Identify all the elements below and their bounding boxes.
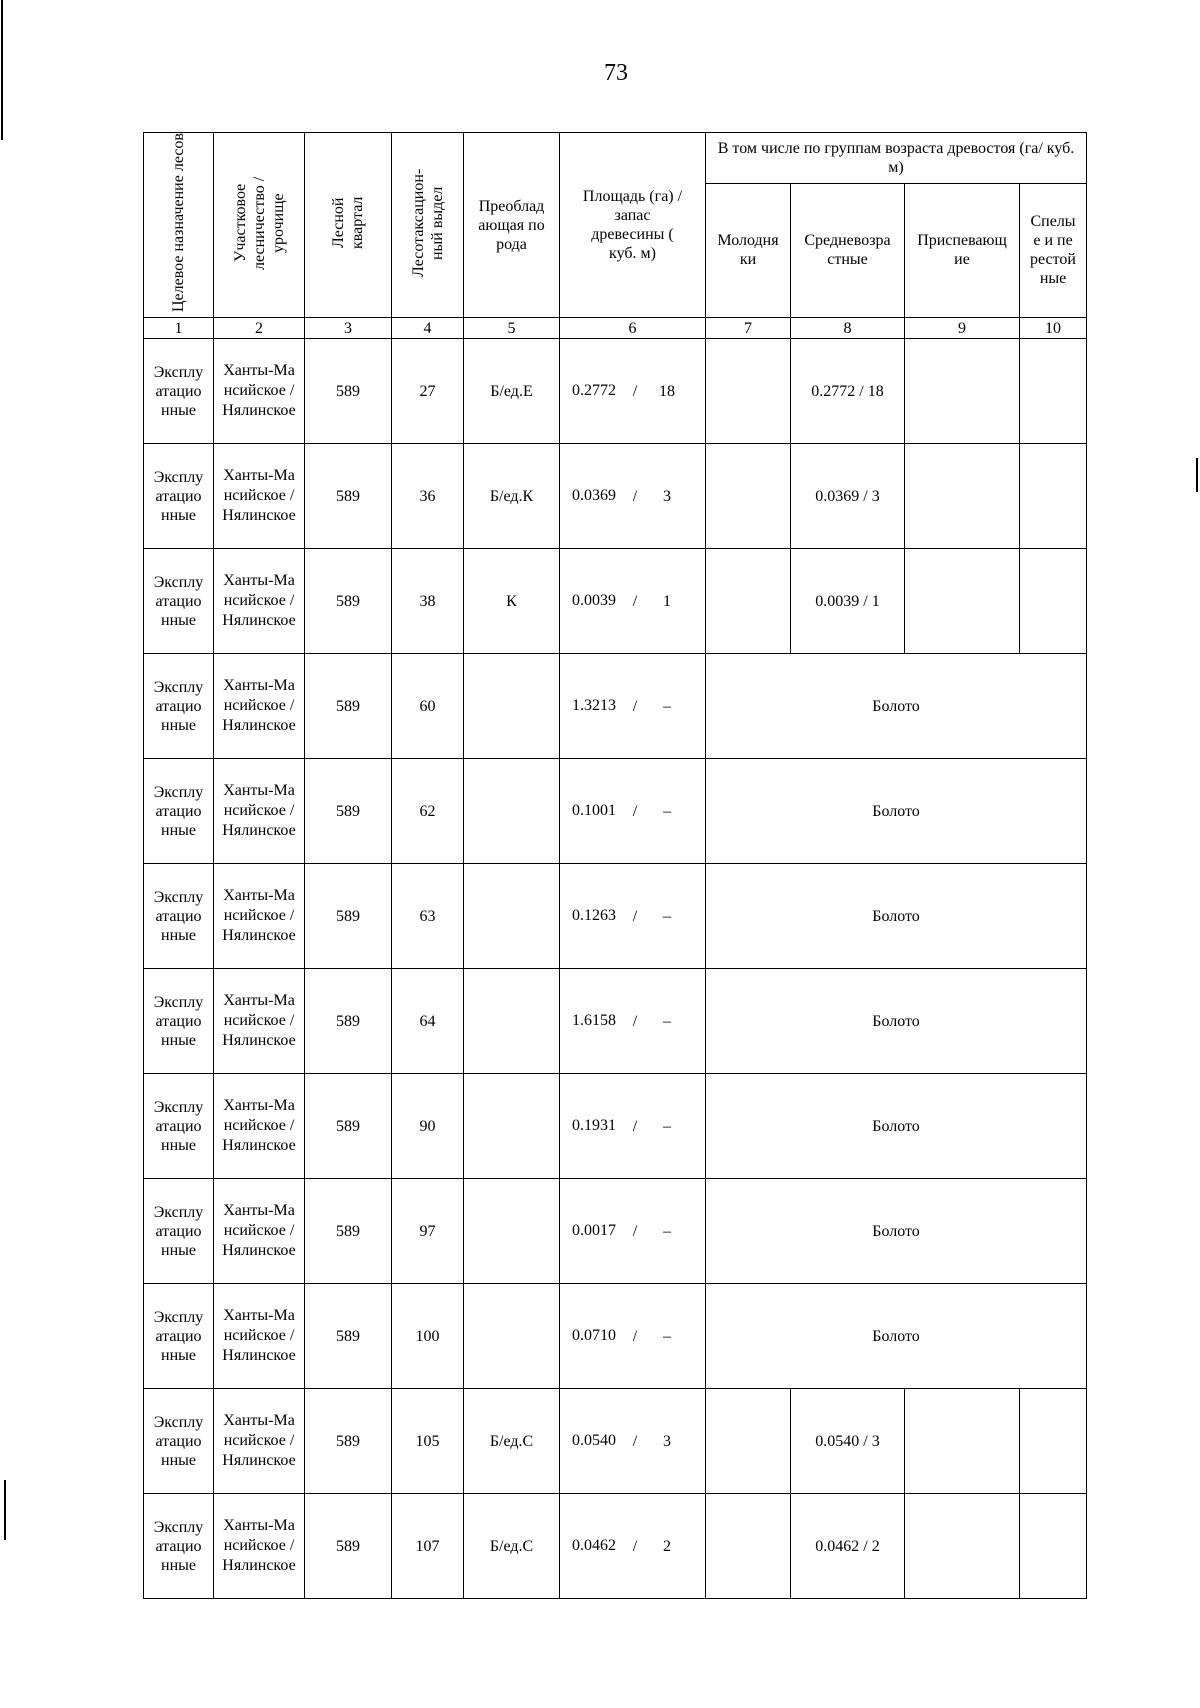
cell-mature: [1020, 339, 1087, 444]
volume-value: –: [663, 1327, 671, 1345]
table-row: [144, 1389, 1087, 1494]
table-row: [144, 1179, 1087, 1284]
scan-margin-mark: [1196, 458, 1198, 492]
cell-species: К: [464, 549, 560, 654]
cell-middle: 0.0462 / 2: [791, 1494, 905, 1599]
cell-purpose: Эксплуатационные: [144, 864, 214, 969]
cell-note: Болото: [706, 1284, 1087, 1389]
cell-area: [560, 1074, 706, 1179]
cell-kvartal: 589: [305, 654, 392, 759]
cell-vydel: 36: [392, 444, 464, 549]
area-value: 0.2772: [572, 382, 616, 400]
area-separator: /: [632, 1012, 638, 1030]
cell-ripening: [905, 549, 1020, 654]
column-number: 7: [706, 318, 791, 339]
cell-note: Болото: [706, 654, 1087, 759]
cell-forestry: Ханты-Мансийское / Нялинское: [214, 654, 305, 759]
cell-area: [560, 969, 706, 1074]
cell-purpose: Эксплуатационные: [144, 969, 214, 1074]
column-number: 1: [144, 318, 214, 339]
header-forestry: Участковое лесничество / урочище: [214, 133, 305, 318]
cell-forestry: Ханты-Мансийское / Нялинское: [214, 864, 305, 969]
cell-area: [560, 1179, 706, 1284]
cell-note: Болото: [706, 969, 1087, 1074]
cell-kvartal: 589: [305, 969, 392, 1074]
area-separator: /: [632, 487, 638, 505]
cell-note: Болото: [706, 1074, 1087, 1179]
volume-value: 18: [659, 382, 675, 400]
cell-purpose: Эксплуатационные: [144, 549, 214, 654]
cell-species: [464, 1179, 560, 1284]
volume-value: –: [663, 697, 671, 715]
cell-area: [560, 1389, 706, 1494]
area-value: 0.1931: [572, 1117, 616, 1135]
cell-area: [560, 1284, 706, 1389]
volume-value: –: [663, 907, 671, 925]
cell-ripening: [905, 1494, 1020, 1599]
cell-area: [560, 864, 706, 969]
cell-ripening: [905, 339, 1020, 444]
cell-purpose: Эксплуатационные: [144, 1284, 214, 1389]
area-separator: /: [632, 907, 638, 925]
area-separator: /: [632, 1537, 638, 1555]
cell-purpose: Эксплуатационные: [144, 339, 214, 444]
header-age-groups: В том числе по группам возраста древостоя (га/ куб. м): [706, 133, 1087, 184]
area-separator: /: [632, 802, 638, 820]
volume-value: 1: [663, 592, 671, 610]
cell-kvartal: 589: [305, 549, 392, 654]
cell-forestry: Ханты-Мансийское / Нялинское: [214, 1074, 305, 1179]
column-number: 10: [1020, 318, 1087, 339]
cell-species: Б/ед.Е: [464, 339, 560, 444]
cell-vydel: 64: [392, 969, 464, 1074]
cell-vydel: 38: [392, 549, 464, 654]
cell-young: [706, 339, 791, 444]
cell-ripening: [905, 444, 1020, 549]
cell-young: [706, 1494, 791, 1599]
cell-area: [560, 549, 706, 654]
cell-kvartal: 589: [305, 1284, 392, 1389]
cell-note: Болото: [706, 1179, 1087, 1284]
area-value: 0.0017: [572, 1222, 616, 1240]
page-number: 73: [604, 60, 628, 86]
cell-species: [464, 1284, 560, 1389]
cell-forestry: Ханты-Мансийское / Нялинское: [214, 1284, 305, 1389]
cell-kvartal: 589: [305, 444, 392, 549]
header-vydel: Лесотаксацион-ный выдел: [392, 133, 464, 318]
cell-purpose: Эксплуатационные: [144, 759, 214, 864]
volume-value: –: [663, 1117, 671, 1135]
header-young: Молодняки: [706, 183, 791, 317]
cell-area: [560, 339, 706, 444]
table-row: [144, 1074, 1087, 1179]
area-value: 0.1263: [572, 907, 616, 925]
cell-vydel: 62: [392, 759, 464, 864]
area-separator: /: [632, 697, 638, 715]
cell-middle: 0.0039 / 1: [791, 549, 905, 654]
area-value: 0.0710: [572, 1327, 616, 1345]
area-separator: /: [632, 1222, 638, 1240]
table-row: [144, 444, 1087, 549]
cell-purpose: Эксплуатационные: [144, 444, 214, 549]
cell-middle: 0.0540 / 3: [791, 1389, 905, 1494]
header-row: [144, 133, 1087, 184]
column-number-row: [144, 318, 1087, 339]
column-number: 9: [905, 318, 1020, 339]
table-row: [144, 864, 1087, 969]
cell-species: [464, 969, 560, 1074]
area-value: 1.6158: [572, 1012, 616, 1030]
cell-forestry: Ханты-Мансийское / Нялинское: [214, 969, 305, 1074]
cell-area: [560, 1494, 706, 1599]
cell-area: [560, 444, 706, 549]
cell-forestry: Ханты-Мансийское / Нялинское: [214, 1179, 305, 1284]
table-row: [144, 1284, 1087, 1389]
column-number: 5: [464, 318, 560, 339]
cell-species: Б/ед.С: [464, 1494, 560, 1599]
area-value: 0.1001: [572, 802, 616, 820]
header-area: Площадь (га) / запас древесины ( куб. м): [560, 133, 706, 318]
cell-forestry: Ханты-Мансийское / Нялинское: [214, 759, 305, 864]
area-separator: /: [632, 1117, 638, 1135]
volume-value: 3: [663, 487, 671, 505]
cell-species: Б/ед.С: [464, 1389, 560, 1494]
cell-kvartal: 589: [305, 1074, 392, 1179]
area-value: 1.3213: [572, 697, 616, 715]
area-value: 0.0369: [572, 487, 616, 505]
cell-kvartal: 589: [305, 1389, 392, 1494]
cell-forestry: Ханты-Мансийское / Нялинское: [214, 549, 305, 654]
cell-vydel: 90: [392, 1074, 464, 1179]
cell-area: [560, 654, 706, 759]
cell-vydel: 27: [392, 339, 464, 444]
cell-vydel: 100: [392, 1284, 464, 1389]
area-value: 0.0540: [572, 1432, 616, 1450]
cell-forestry: Ханты-Мансийское / Нялинское: [214, 1389, 305, 1494]
table-row: [144, 1494, 1087, 1599]
area-separator: /: [632, 1432, 638, 1450]
header-kvartal: Лесной квартал: [305, 133, 392, 318]
cell-forestry: Ханты-Мансийское / Нялинское: [214, 1494, 305, 1599]
cell-note: Болото: [706, 864, 1087, 969]
header-species: Преобладающая порода: [464, 133, 560, 318]
table-row: [144, 339, 1087, 444]
forest-inventory-table: [143, 132, 1087, 1599]
column-number: 2: [214, 318, 305, 339]
cell-young: [706, 549, 791, 654]
table-row: [144, 549, 1087, 654]
cell-young: [706, 1389, 791, 1494]
volume-value: –: [663, 1222, 671, 1240]
cell-kvartal: 589: [305, 1494, 392, 1599]
cell-species: [464, 759, 560, 864]
cell-mature: [1020, 549, 1087, 654]
cell-vydel: 63: [392, 864, 464, 969]
area-value: 0.0039: [572, 592, 616, 610]
cell-species: [464, 654, 560, 759]
cell-vydel: 97: [392, 1179, 464, 1284]
volume-value: 3: [663, 1432, 671, 1450]
volume-value: –: [663, 1012, 671, 1030]
cell-middle: 0.0369 / 3: [791, 444, 905, 549]
column-number: 6: [560, 318, 706, 339]
area-value: 0.0462: [572, 1537, 616, 1555]
table-row: [144, 654, 1087, 759]
cell-species: Б/ед.К: [464, 444, 560, 549]
area-separator: /: [632, 1327, 638, 1345]
cell-mature: [1020, 444, 1087, 549]
cell-vydel: 60: [392, 654, 464, 759]
header-purpose: Целевое назначение лесов: [144, 133, 214, 318]
volume-value: –: [663, 802, 671, 820]
header-ripening: Приспевающие: [905, 183, 1020, 317]
cell-mature: [1020, 1389, 1087, 1494]
column-number: 8: [791, 318, 905, 339]
table-body: [144, 339, 1087, 1599]
area-separator: /: [632, 382, 638, 400]
header-mature: Спелые и перестойные: [1020, 183, 1087, 317]
cell-purpose: Эксплуатационные: [144, 1389, 214, 1494]
header-middle: Средневозрастные: [791, 183, 905, 317]
cell-purpose: Эксплуатационные: [144, 654, 214, 759]
cell-species: [464, 1074, 560, 1179]
cell-vydel: 107: [392, 1494, 464, 1599]
cell-mature: [1020, 1494, 1087, 1599]
cell-forestry: Ханты-Мансийское / Нялинское: [214, 339, 305, 444]
column-number: 4: [392, 318, 464, 339]
cell-area: [560, 759, 706, 864]
cell-forestry: Ханты-Мансийское / Нялинское: [214, 444, 305, 549]
cell-kvartal: 589: [305, 339, 392, 444]
scan-margin-mark: [4, 1480, 6, 1540]
table-row: [144, 969, 1087, 1074]
cell-kvartal: 589: [305, 759, 392, 864]
cell-purpose: Эксплуатационные: [144, 1179, 214, 1284]
cell-ripening: [905, 1389, 1020, 1494]
table-row: [144, 759, 1087, 864]
cell-note: Болото: [706, 759, 1087, 864]
cell-young: [706, 444, 791, 549]
cell-kvartal: 589: [305, 1179, 392, 1284]
area-separator: /: [632, 592, 638, 610]
column-number: 3: [305, 318, 392, 339]
cell-middle: 0.2772 / 18: [791, 339, 905, 444]
cell-purpose: Эксплуатационные: [144, 1494, 214, 1599]
cell-vydel: 105: [392, 1389, 464, 1494]
cell-species: [464, 864, 560, 969]
volume-value: 2: [663, 1537, 671, 1555]
cell-purpose: Эксплуатационные: [144, 1074, 214, 1179]
cell-kvartal: 589: [305, 864, 392, 969]
